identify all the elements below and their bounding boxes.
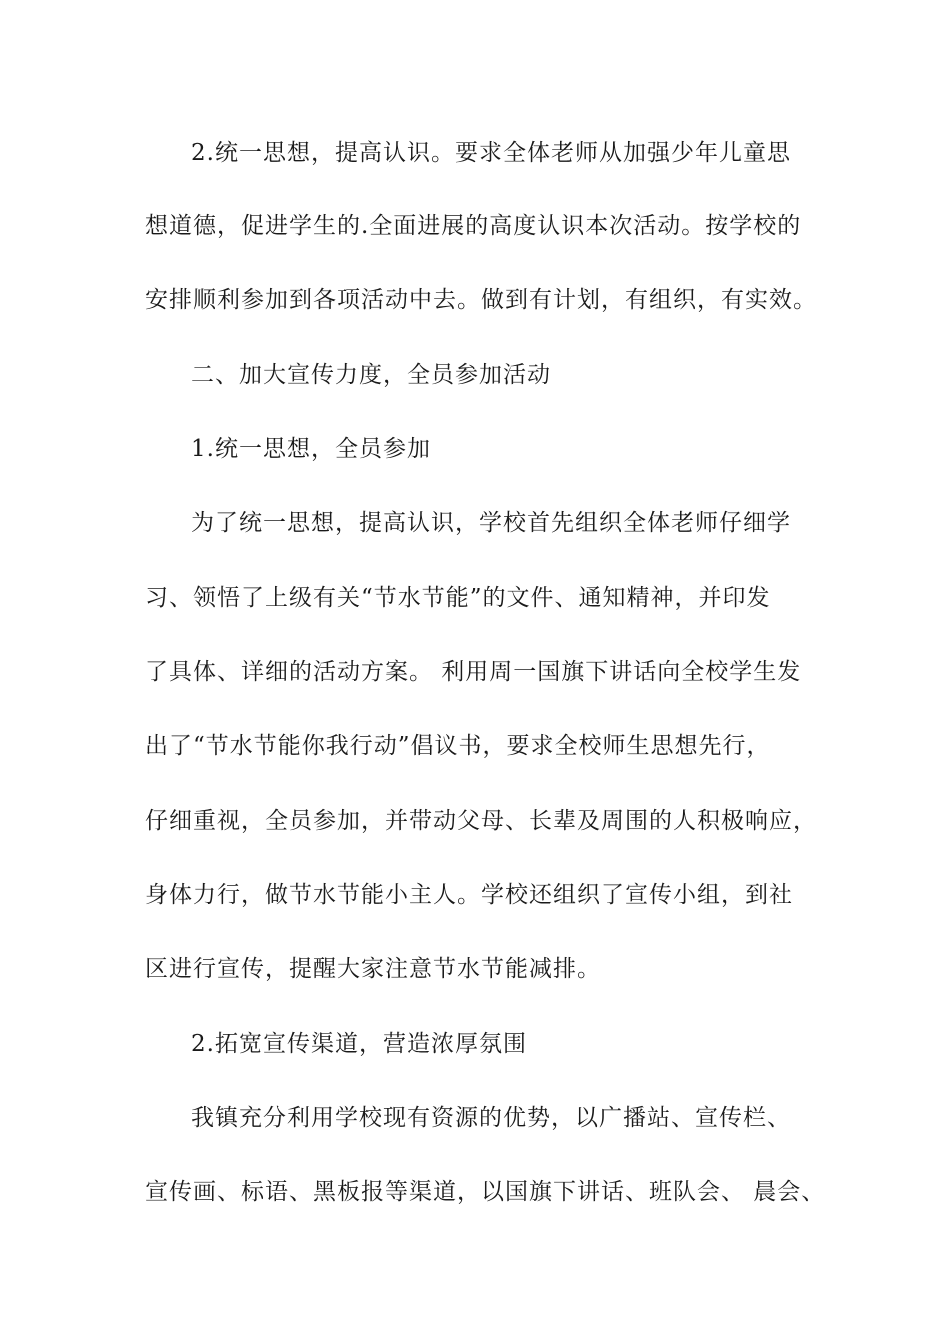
paragraph-line: 为了统一思想，提高认识，学校首先组织全体老师仔细学 bbox=[191, 510, 791, 536]
paragraph-line: 习、领悟了上级有关“节水节能”的文件、通知精神，并印发 bbox=[145, 585, 771, 611]
paragraph-line: 我镇充分利用学校现有资源的优势，以广播站、宣传栏、 bbox=[191, 1105, 791, 1131]
paragraph-line: 仔细重视，全员参加，并带动父母、长辈及周围的人积极响应， bbox=[145, 808, 817, 834]
subsection-heading: 2.拓宽宣传渠道，营造浓厚氛围 bbox=[191, 1031, 527, 1057]
paragraph-line: 2.统一思想，提高认识。要求全体老师从加强少年儿童思 bbox=[191, 140, 791, 166]
paragraph-line: 区进行宣传，提醒大家注意节水节能减排。 bbox=[145, 956, 601, 982]
subsection-heading: 1.统一思想，全员参加 bbox=[191, 436, 431, 462]
paragraph-line: 身体力行，做节水节能小主人。学校还组织了宣传小组，到社 bbox=[145, 882, 793, 908]
paragraph-line: 出了“节水节能你我行动”倡议书，要求全校师生思想先行， bbox=[145, 733, 771, 759]
paragraph-line: 想道德，促进学生的.全面进展的高度认识本次活动。按学校的 bbox=[145, 213, 802, 239]
paragraph-line: 了具体、详细的活动方案。 利用周一国旗下讲话向全校学生发 bbox=[145, 659, 802, 685]
paragraph-line: 安排顺利参加到各项活动中去。做到有计划，有组织，有实效。 bbox=[145, 287, 817, 313]
paragraph-line: 宣传画、标语、黑板报等渠道，以国旗下讲话、班队会、 晨会、 bbox=[145, 1179, 826, 1205]
section-heading: 二、加大宣传力度，全员参加活动 bbox=[191, 362, 551, 388]
